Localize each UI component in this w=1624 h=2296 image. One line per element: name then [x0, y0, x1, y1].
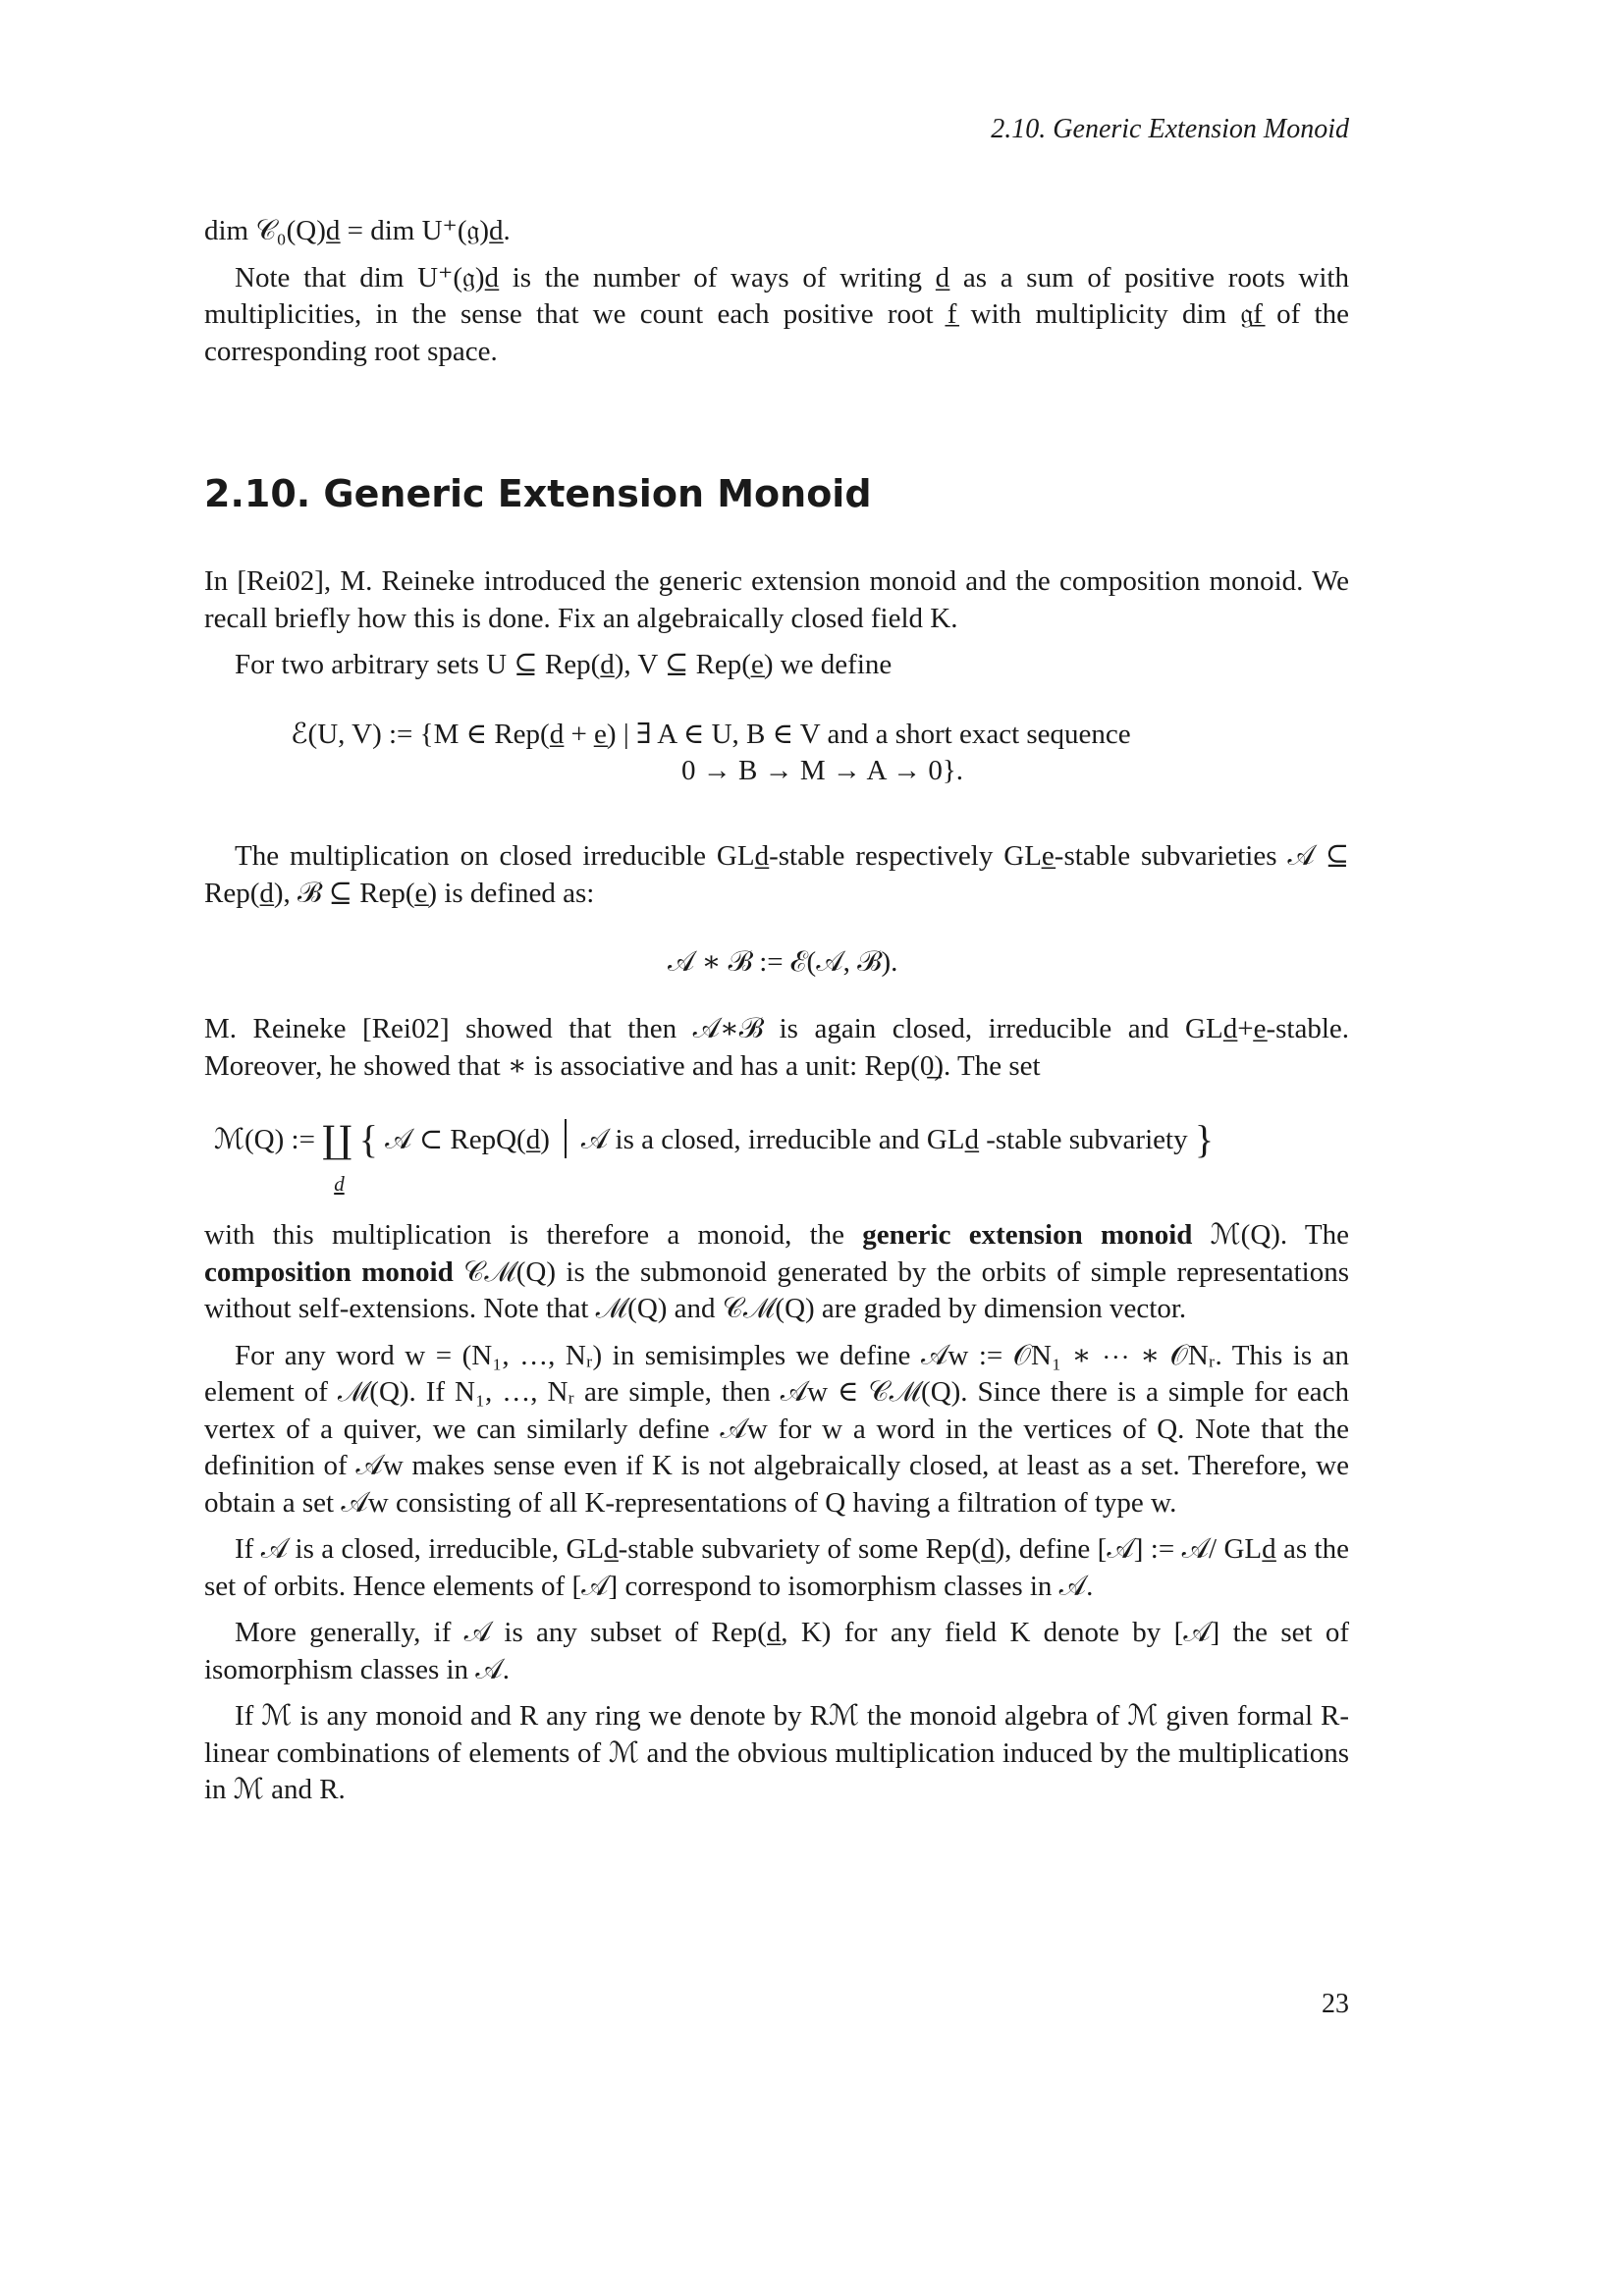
- equation-monoid: [214, 1117, 1215, 1196]
- reineke-block: [204, 1011, 1349, 1085]
- equation-dim-line: dim 𝒞₀(Q)d̲ = dim U⁺(𝔤)d̲.: [204, 215, 511, 246]
- paragraph-words: For any word w = (N₁, …, Nᵣ) in semisimples we define 𝒜w := 𝒪N₁ ∗ ⋯ ∗ 𝒪Nᵣ. This is an element of ℳ(Q). If N₁, …, Nᵣ are simple, then 𝒜w ∈ 𝒞ℳ(Q). Since there is a simple for each vertex of a quiver, we can similarly define 𝒜w for w a word in the vertices of Q. Note that the definition of 𝒜w makes sense even if K is not algebraically closed, at least as a set. Therefore, we obtain a set 𝒜w consisting of all K-representations of Q having a filtration of type w.: [204, 1339, 1349, 1519]
- paragraph-multiplication: The multiplication on closed irreducible GLd̲-stable respectively GLe̲-stable subvarieties 𝒜 ⊆ Rep(d̲), ℬ ⊆ Rep(e̲) is defined as:: [204, 840, 1349, 909]
- brace-open: {: [358, 1117, 378, 1161]
- monoid-lhs: ℳ(Q) :=: [214, 1124, 315, 1155]
- paragraph-intro: In [Rei02], M. Reineke introduced the generic extension monoid and the composition monoid. We recall briefly how this is done. Fix an algebraically closed field K.: [204, 565, 1349, 634]
- equation-extension-line-2: 0 → B → M → A → 0}.: [681, 755, 964, 786]
- section-heading: 2.10. Generic Extension Monoid: [204, 472, 872, 515]
- paragraph-dim-note: Note that dim U⁺(𝔤)d̲ is the number of ways of writing d̲ as a sum of positive roots with multiplicities, in the sense that we count each positive root f̲ with multiplicity dim 𝔤f̲ of the corresponding root space.: [204, 261, 1349, 367]
- paragraph-monoid: with this multiplication is therefore a monoid, the generic extension monoid ℳ(Q). The composition monoid 𝒞ℳ(Q) is the submonoid generated by the orbits of simple representations without self-extensions. Note that ℳ(Q) and 𝒞ℳ(Q) are graded by dimension vector.: [204, 1219, 1349, 1324]
- monoid-set-right: 𝒜 is a closed, irreducible and GLd̲ -stable subvariety: [580, 1124, 1188, 1155]
- term-generic-extension-monoid: generic extension monoid: [862, 1219, 1193, 1251]
- section-intro-block: [204, 563, 1349, 684]
- paragraph-reineke: M. Reineke [Rei02] showed that then 𝒜∗ℬ is again closed, irreducible and GLd̲+e̲-stable. Moreover, he showed that ∗ is associative and has a unit: Rep(0̲). The set: [204, 1013, 1349, 1082]
- equation-product: 𝒜 ∗ ℬ := ℰ(𝒜, ℬ).: [668, 946, 898, 978]
- main-body-block: [204, 1217, 1349, 1809]
- coproduct-index: d: [334, 1172, 345, 1196]
- term-composition-monoid: composition monoid: [204, 1255, 454, 1288]
- paragraph-sets: For two arbitrary sets U ⊆ Rep(d̲), V ⊆ Rep(e̲) we define: [235, 649, 893, 680]
- such-that-bar: [565, 1119, 567, 1158]
- intro-block: [204, 213, 1349, 370]
- brace-close: }: [1194, 1117, 1215, 1161]
- paragraph-algebra: If ℳ is any monoid and R any ring we denote by Rℳ the monoid algebra of ℳ given formal R-linear combinations of elements of ℳ and the obvious multiplication induced by the multiplications in ℳ and R.: [204, 1700, 1349, 1805]
- monoid-set-left: 𝒜 ⊂ RepQ(d̲): [385, 1124, 550, 1155]
- paragraph-orbits: If 𝒜 is a closed, irreducible, GLd̲-stable subvariety of some Rep(d̲), define [𝒜] := 𝒜/ GLd̲ as the set of orbits. Hence elements of [𝒜] correspond to isomorphism classes in 𝒜.: [204, 1533, 1349, 1602]
- page-number: 23: [1322, 1989, 1349, 2019]
- multiplication-block: [204, 838, 1349, 912]
- running-head: 2.10. Generic Extension Monoid: [991, 114, 1349, 144]
- coproduct-symbol: ∐ d: [322, 1123, 352, 1160]
- equation-extension-line-1: ℰ(U, V) := {M ∈ Rep(d̲ + e̲) | ∃ A ∈ U, B ∈ V and a short exact sequence: [291, 719, 1131, 750]
- paragraph-general: More generally, if 𝒜 is any subset of Rep(d̲, K) for any field K denote by [𝒜] the set of isomorphism classes in 𝒜.: [204, 1617, 1349, 1685]
